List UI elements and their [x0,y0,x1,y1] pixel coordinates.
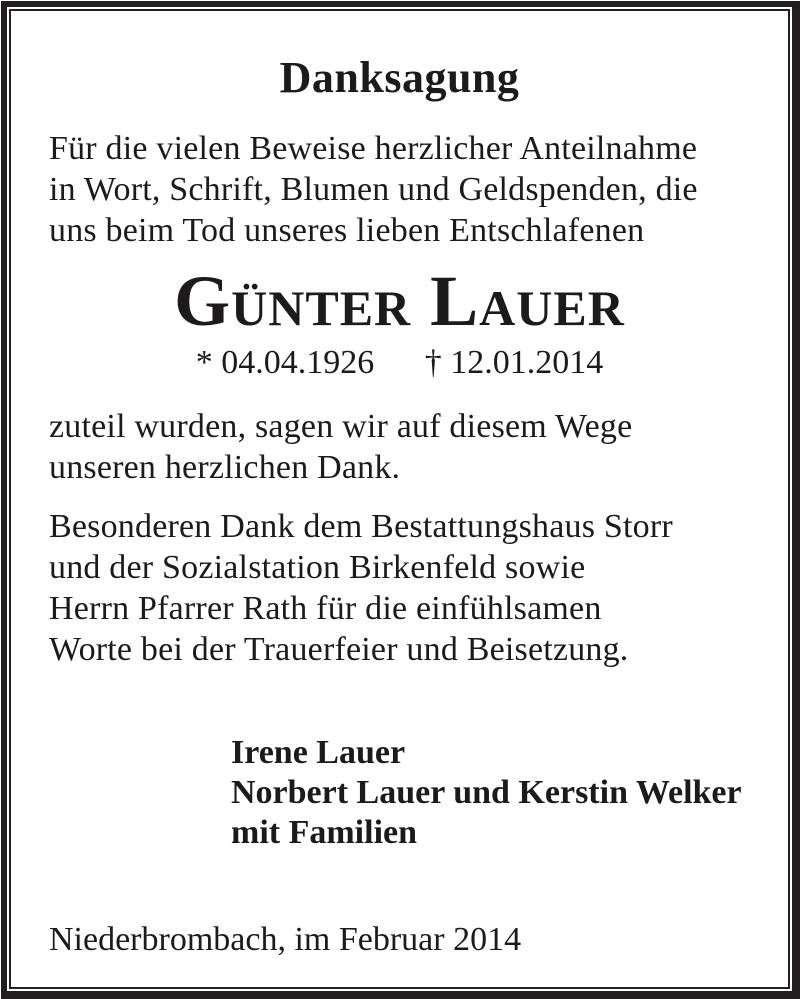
deceased-name: Günter Lauer [174,261,625,341]
outer-frame [1,1,800,999]
intro-line-2: in Wort, Schrift, Blumen und Geldspenden, die [49,171,698,208]
signatories-block [231,733,750,853]
signatory-1: Irene Lauer [231,734,406,771]
signatory-2: Norbert Lauer und Kerstin Welker [231,774,742,811]
inner-frame [9,9,790,989]
death-date: † 12.01.2014 [424,344,604,381]
special-thanks-line-3: Herrn Pfarrer Rath für die einfühlsamen [49,590,602,627]
intro-line-3: uns beim Tod unseres lieben Entschlafenen [49,212,645,249]
place-and-date: Niederbrombach, im Februar 2014 [49,921,522,958]
intro-line-1: Für die vielen Beweise herzlicher Anteilnahme [49,130,698,167]
thanks-line-2: unseren herzlichen Dank. [49,449,401,486]
life-dates [49,343,750,383]
special-thanks-line-4: Worte bei der Trauerfeier und Beisetzung. [49,631,629,668]
intro-paragraph [49,128,750,251]
thanks-paragraph [49,406,750,488]
special-thanks-line-2: und der Sozialstation Birkenfeld sowie [49,549,586,586]
notice-title: Danksagung [279,53,520,102]
thanks-line-1: zuteil wurden, sagen wir auf diesem Wege [49,408,633,445]
special-thanks-line-1: Besonderen Dank dem Bestattungshaus Storr [49,508,673,545]
signatory-3: mit Familien [231,814,418,851]
birth-date: * 04.04.1926 [195,344,375,381]
special-thanks-paragraph [49,506,750,670]
